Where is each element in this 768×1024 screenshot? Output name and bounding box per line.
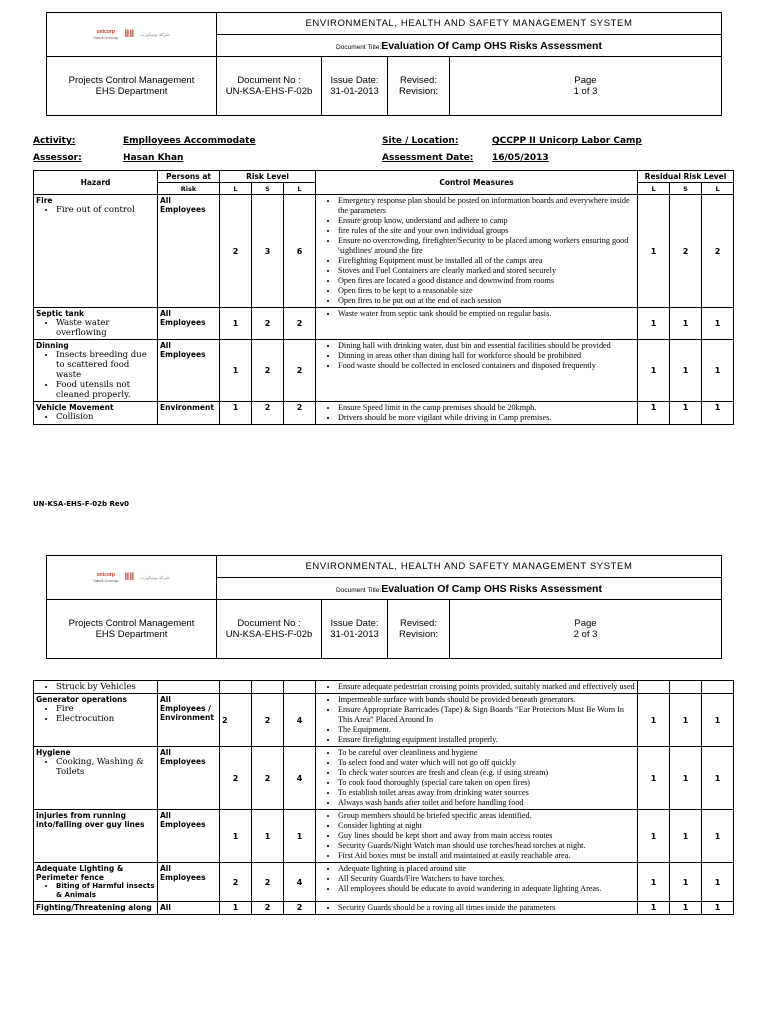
- document-header-page-1: [46, 12, 722, 116]
- hazard-title: Generator operations: [36, 695, 127, 704]
- hazard-cell: [34, 340, 158, 402]
- logo-mark-icon: ǁǁ: [124, 572, 135, 583]
- risk-level-value: 1: [220, 810, 252, 863]
- revision: Revised: Revision:: [388, 57, 450, 116]
- department: Projects Control Management EHS Department: [47, 57, 217, 116]
- risk-level-value: 2: [220, 195, 252, 308]
- control-measures-cell: [316, 902, 638, 915]
- risk-level-header: Risk Level: [220, 171, 316, 183]
- hazard-bullet: • Food utensils not cleaned properly.: [56, 380, 155, 400]
- residual-risk-value: 1: [702, 340, 734, 402]
- risk-level-value: 2: [252, 402, 284, 425]
- residual-risk-value: 1: [670, 308, 702, 340]
- control-measure: • Ensure adequate pedestrian crossing points provided, suitably marked and effectively used: [338, 682, 635, 692]
- hazard-bullet: • Fire: [56, 704, 155, 714]
- control-measure: • To cook food thoroughly (special care taken on open fires): [338, 778, 635, 788]
- risk-level-value: 2: [284, 902, 316, 915]
- table-row: [34, 810, 734, 863]
- hazard-title: Dinning: [36, 341, 69, 350]
- residual-risk-value: [638, 681, 670, 694]
- residual-risk-value: 1: [638, 747, 670, 810]
- hazard-cell: [34, 308, 158, 340]
- hazard-title: Hygiene: [36, 748, 71, 757]
- hazard-bullet: • Insects breeding due to scattered food waste: [56, 350, 155, 380]
- site-value: QCCPP II Unicorp Labor Camp: [492, 136, 642, 146]
- control-measure: • Impermeable surface with bunds should be provided beneath generators.: [338, 695, 635, 705]
- document-title: Document Title:Evaluation Of Camp OHS Risks Assessment: [217, 35, 722, 57]
- hazard-cell: [34, 863, 158, 902]
- page-number: Page 1 of 3: [450, 57, 722, 116]
- residual-risk-value: 1: [638, 340, 670, 402]
- company-logo: unicorp Saudi Unicorp ǁǁ شركة يونيكورب: [47, 13, 217, 57]
- issue-date: Issue Date: 31-01-2013: [322, 57, 388, 116]
- hazard-title: Fire: [36, 196, 53, 205]
- document-header-page-2: [46, 555, 722, 659]
- risk-level-value: 2: [252, 747, 284, 810]
- risk-level-value: 2: [284, 340, 316, 402]
- residual-risk-value: 1: [638, 694, 670, 747]
- table-row: [34, 681, 734, 694]
- control-measure: • Ensure Appropriate Barricades (Tape) & Sign Boards “Ear Protectors Must Be Worn In This Area” Placed Around In: [338, 705, 635, 725]
- assessment-date-value: 16/05/2013: [492, 153, 549, 163]
- control-measures-cell: [316, 810, 638, 863]
- risk-level-value: 1: [252, 810, 284, 863]
- table-row: [34, 863, 734, 902]
- hazard-cell: [34, 747, 158, 810]
- risk-level-value: 2: [252, 340, 284, 402]
- control-measures-header: Control Measures: [316, 171, 638, 195]
- document-title: Document Title:Evaluation Of Camp OHS Risks Assessment: [217, 578, 722, 600]
- control-measure: • Stoves and Fuel Containers are clearly marked and stored securely: [338, 266, 635, 276]
- risk-level-value: [252, 681, 284, 694]
- hazard-cell: [34, 195, 158, 308]
- control-measures-cell: [316, 747, 638, 810]
- control-measure: • All employees should be educate to avoid wandering in adequate lighting Areas.: [338, 884, 635, 894]
- residual-risk-value: 1: [702, 863, 734, 902]
- control-measure: • Security Guards/Night Watch man should use torches/head torches at night.: [338, 841, 635, 851]
- hazard-cell: [34, 402, 158, 425]
- control-measure: • Open fires to be put out at the end of each session: [338, 296, 635, 306]
- control-measure: • All Security Guards/Fire Watchers to have torches.: [338, 874, 635, 884]
- control-measure: • Always wash hands after toilet and before handling food: [338, 798, 635, 808]
- residual-risk-value: 1: [670, 863, 702, 902]
- persons-at-risk-cell: All Employees: [158, 340, 220, 402]
- risk-table-page-1: Hazard Persons at Risk Level Control Measures Residual Risk Level Risk L S L L S L Fire • Fire out of control All Employees 2 3 6 • Emergency response plan should be posted on information boards and everywhere inside the parameters • Ensure group know, understand and adhere to camp • fire rules of the site and your own individual groups • Ensure no overcrowding, firefighter/Security to be placed among workers ensuring good 'sightlines' around the fire • Firefighting Equipment must be installed all of the camps area • Stoves and Fuel Containers are clearly marked and stored securely • Open fires are located a good distance and downwind from rooms • Open fires to be kept to a reasonable size • Open fires to be put out at the end of each session 1 2 2 Septic tank • Waste water overflowing All Employees 1 2 2 • Waste water from septic tank should be emptied on regular basis. 1 1 1 Dinning • Insects breeding due to scattered food waste • Food utensils not cleaned properly. All Employees 1 2 2 • Dining hall with drinking water, dust bin and essential facilities should be provided • Dinning in areas other than dining hall for workforce should be prohibited • Food waste should be collected in enclosed containers and disposed frequently 1 1 1 Vehicle Movement • Collision Environment 1 2 2 • Ensure Speed limit in the camp premises should be 20kmph. • Drivers should be more vigilant while driving in Camp premises. 1 1 1: [33, 170, 734, 425]
- control-measure: • Ensure Speed limit in the camp premises should be 20kmph.: [338, 403, 635, 413]
- issue-date: Issue Date: 31-01-2013: [322, 600, 388, 659]
- form-code: UN-KSA-EHS-F-02b Rev0: [33, 500, 130, 508]
- risk-level-value: 2: [284, 308, 316, 340]
- hazard-bullet: • Cooking, Washing & Toilets: [56, 757, 155, 777]
- risk-level-value: 4: [284, 694, 316, 747]
- residual-risk-value: [670, 681, 702, 694]
- table-row: [34, 747, 734, 810]
- residual-risk-header: Residual Risk Level: [638, 171, 734, 183]
- control-measure: • Firefighting Equipment must be installed all of the camps area: [338, 256, 635, 266]
- risk-level-value: 1: [220, 340, 252, 402]
- residual-risk-value: 1: [702, 402, 734, 425]
- residual-risk-value: 2: [702, 195, 734, 308]
- risk-level-value: 2: [220, 694, 252, 747]
- risk-level-value: 2: [220, 863, 252, 902]
- control-measure: • Ensure group know, understand and adhere to camp: [338, 216, 635, 226]
- persons-at-risk-cell: All Employees: [158, 747, 220, 810]
- residual-risk-value: 1: [670, 810, 702, 863]
- hazard-cell: [34, 681, 158, 694]
- hazard-title: Vehicle Movement: [36, 403, 114, 412]
- persons-at-risk-cell: All: [158, 902, 220, 915]
- risk-level-value: [284, 681, 316, 694]
- table-row: [34, 694, 734, 747]
- control-measures-cell: [316, 340, 638, 402]
- control-measures-cell: [316, 694, 638, 747]
- control-measure: • Guy lines should be kept short and away from main access routes: [338, 831, 635, 841]
- control-measures-cell: [316, 681, 638, 694]
- department: Projects Control Management EHS Department: [47, 600, 217, 659]
- risk-level-value: 3: [252, 195, 284, 308]
- revision: Revised: Revision:: [388, 600, 450, 659]
- hazard-bullet: • Waste water overflowing: [56, 318, 155, 338]
- residual-risk-value: 1: [638, 810, 670, 863]
- hazard-cell: [34, 810, 158, 863]
- persons-at-risk-cell: All Employees: [158, 308, 220, 340]
- risk-level-value: 6: [284, 195, 316, 308]
- residual-risk-value: 1: [702, 694, 734, 747]
- hazard-bullet: • Biting of Harmful insects & Animals: [56, 882, 155, 900]
- control-measure: • Adequate lighting is placed around site: [338, 864, 635, 874]
- document-number: Document No : UN-KSA-EHS-F-02b: [217, 57, 322, 116]
- system-title: ENVIRONMENTAL, HEALTH AND SAFETY MANAGEMENT SYSTEM: [217, 556, 722, 578]
- logo-mark-icon: ǁǁ: [124, 29, 135, 40]
- control-measure: • Ensure no overcrowding, firefighter/Security to be placed among workers ensuring good 'sightlines' around the fire: [338, 236, 635, 256]
- control-measure: • First Aid boxes must be install and maintained at easily reachable area.: [338, 851, 635, 861]
- risk-level-value: 2: [220, 747, 252, 810]
- control-measure: • To be careful over cleanliness and hygiene: [338, 748, 635, 758]
- hazard-title: Adequate Lighting & Perimeter fence: [36, 864, 124, 882]
- residual-risk-value: 1: [670, 340, 702, 402]
- persons-at-risk-cell: [158, 681, 220, 694]
- table-row: [34, 308, 734, 340]
- residual-risk-value: 1: [670, 694, 702, 747]
- risk-level-value: 1: [284, 810, 316, 863]
- risk-level-value: 2: [252, 863, 284, 902]
- control-measure: • To select food and water which will not go off quickly: [338, 758, 635, 768]
- residual-risk-value: 1: [702, 308, 734, 340]
- page-number: Page 2 of 3: [450, 600, 722, 659]
- control-measures-cell: [316, 308, 638, 340]
- control-measure: • Dinning in areas other than dining hall for workforce should be prohibited: [338, 351, 635, 361]
- residual-risk-value: 2: [670, 195, 702, 308]
- control-measure: • Emergency response plan should be posted on information boards and everywhere inside the parameters: [338, 196, 635, 216]
- table-row: [34, 195, 734, 308]
- residual-risk-value: 1: [702, 902, 734, 915]
- company-logo: unicorp Saudi Unicorp ǁǁ شركة يونيكورب: [47, 556, 217, 600]
- risk-level-value: 1: [220, 402, 252, 425]
- document-number: Document No : UN-KSA-EHS-F-02b: [217, 600, 322, 659]
- control-measure: • Open fires to be kept to a reasonable size: [338, 286, 635, 296]
- hazard-bullet: • Fire out of control: [56, 205, 155, 215]
- activity-value: Emplloyees Accommodate: [123, 136, 256, 146]
- control-measure: • fire rules of the site and your own individual groups: [338, 226, 635, 236]
- table-row: [34, 402, 734, 425]
- hazard-cell: [34, 902, 158, 915]
- residual-risk-value: 1: [702, 747, 734, 810]
- hazard-bullet: • Struck by Vehicles: [56, 682, 155, 692]
- control-measures-cell: [316, 195, 638, 308]
- assessment-info: Activity: Emplloyees Accommodate Assessor: Hasan Khan Site / Location: QCCPP II Unicorp Labor Camp Assessment Date: 16/05/2013: [33, 136, 642, 163]
- residual-risk-value: 1: [670, 402, 702, 425]
- control-measure: • Group members should be briefed specific areas identified.: [338, 811, 635, 821]
- control-measure: • Dining hall with drinking water, dust bin and essential facilities should be provided: [338, 341, 635, 351]
- risk-level-value: 2: [252, 308, 284, 340]
- control-measure: • Security Guards should be a roving all times inside the parameters: [338, 903, 635, 913]
- hazard-bullet: • Electrocution: [56, 714, 155, 724]
- control-measure: • The Equipment.: [338, 725, 635, 735]
- control-measures-cell: [316, 402, 638, 425]
- control-measure: • Consider lighting at night: [338, 821, 635, 831]
- risk-level-value: 1: [220, 308, 252, 340]
- residual-risk-value: 1: [638, 863, 670, 902]
- control-measure: • Food waste should be collected in enclosed containers and disposed frequently: [338, 361, 635, 371]
- residual-risk-value: 1: [638, 195, 670, 308]
- risk-level-value: 2: [252, 902, 284, 915]
- control-measure: • Drivers should be more vigilant while driving in Camp premises.: [338, 413, 635, 423]
- control-measure: • To establish toilet areas away from drinking water sources: [338, 788, 635, 798]
- table-row: [34, 902, 734, 915]
- system-title: ENVIRONMENTAL, HEALTH AND SAFETY MANAGEMENT SYSTEM: [217, 13, 722, 35]
- risk-table-page-2: [33, 680, 734, 915]
- hazard-title: Fighting/Threatening along: [36, 903, 152, 912]
- hazard-title: Injuries from running into/falling over guy lines: [36, 811, 145, 829]
- persons-at-risk-cell: All Employees: [158, 810, 220, 863]
- risk-level-value: [220, 681, 252, 694]
- persons-header: Persons at: [158, 171, 220, 183]
- risk-level-value: 2: [252, 694, 284, 747]
- control-measures-cell: [316, 863, 638, 902]
- residual-risk-value: 1: [702, 810, 734, 863]
- risk-level-value: 4: [284, 747, 316, 810]
- persons-at-risk-cell: All Employees: [158, 195, 220, 308]
- residual-risk-value: 1: [638, 402, 670, 425]
- risk-level-value: 4: [284, 863, 316, 902]
- hazard-title: Septic tank: [36, 309, 85, 318]
- hazard-header: Hazard: [34, 171, 158, 195]
- assessor-value: Hasan Khan: [123, 153, 184, 163]
- risk-level-value: 1: [220, 902, 252, 915]
- control-measure: • Ensure firefighting equipment installed properly.: [338, 735, 635, 745]
- residual-risk-value: 1: [670, 747, 702, 810]
- risk-level-value: 2: [284, 402, 316, 425]
- hazard-bullet: • Collision: [56, 412, 155, 422]
- residual-risk-value: 1: [638, 902, 670, 915]
- control-measure: • To check water sources are fresh and clean (e.g. if using stream): [338, 768, 635, 778]
- control-measure: • Waste water from septic tank should be emptied on regular basis.: [338, 309, 635, 319]
- persons-at-risk-cell: All Employees / Environment: [158, 694, 220, 747]
- control-measure: • Open fires are located a good distance and downwind from rooms: [338, 276, 635, 286]
- persons-at-risk-cell: All Employees: [158, 863, 220, 902]
- residual-risk-value: 1: [670, 902, 702, 915]
- table-row: [34, 340, 734, 402]
- residual-risk-value: [702, 681, 734, 694]
- persons-at-risk-cell: Environment: [158, 402, 220, 425]
- hazard-cell: [34, 694, 158, 747]
- residual-risk-value: 1: [638, 308, 670, 340]
